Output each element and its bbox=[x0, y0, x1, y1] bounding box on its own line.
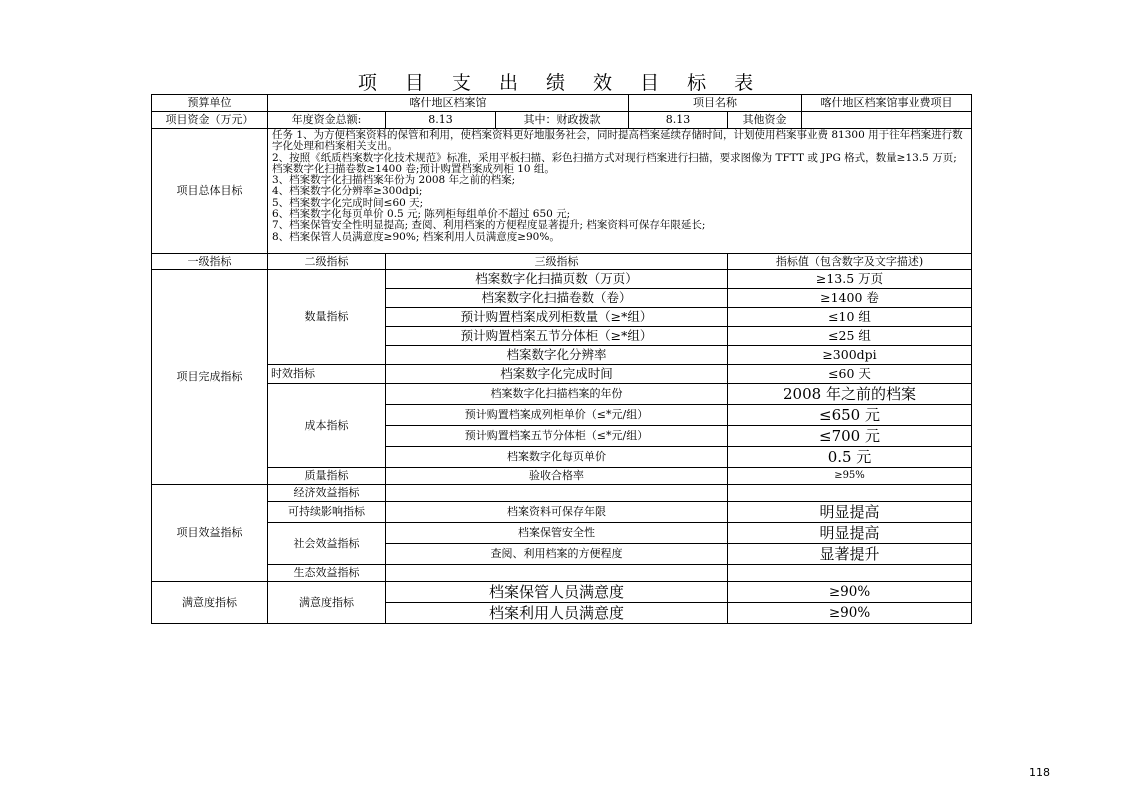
indicator-name: 预计购置档案五节分体柜（≥*组） bbox=[386, 327, 728, 346]
col-header-value: 指标值（包含数字及文字描述) bbox=[728, 254, 972, 270]
indicator-value bbox=[728, 485, 972, 502]
project-name-value: 喀什地区档案馆事业费项目 bbox=[802, 95, 972, 112]
indicator-name: 预计购置档案五节分体柜（≤*元/组） bbox=[386, 426, 728, 447]
indicator-name: 档案利用人员满意度 bbox=[386, 603, 728, 624]
indicator-value: 2008 年之前的档案 bbox=[728, 384, 972, 405]
col-header-level1: 一级指标 bbox=[152, 254, 268, 270]
goal-line: 8、档案保管人员满意度≥90%; 档案利用人员满意度≥90%。 bbox=[272, 230, 560, 243]
table-row bbox=[152, 565, 972, 582]
table-row bbox=[152, 485, 972, 502]
column-header-row bbox=[152, 254, 972, 270]
economic-benefit-label: 经济效益指标 bbox=[268, 485, 386, 502]
indicator-name: 预计购置档案成列柜数量（≥*组） bbox=[386, 308, 728, 327]
goal-line: 3、档案数字化扫描档案年份为 2008 年之前的档案; bbox=[272, 174, 516, 187]
indicator-name: 档案数字化扫描卷数（卷） bbox=[386, 289, 728, 308]
table-row bbox=[152, 502, 972, 523]
indicator-value: 明显提高 bbox=[728, 523, 972, 544]
project-name-label: 项目名称 bbox=[629, 95, 802, 112]
table-row bbox=[152, 582, 972, 603]
fiscal-label: 其中：财政拨款 bbox=[496, 112, 629, 129]
goal-line: 2、按照《纸质档案数字化技术规范》标准，采用平板扫描、彩色扫描方式对现行档案进行扫描，要求图像为 TFTT 或 JPG 格式，数量≥13.5 万页;档案数字化扫描卷数≥1400 卷;预计购置档案成列柜 10 组。 bbox=[272, 151, 957, 175]
indicator-value bbox=[728, 565, 972, 582]
indicator-name: 档案数字化每页单价 bbox=[386, 447, 728, 468]
indicator-value: ≤60 天 bbox=[728, 365, 972, 384]
sustainable-impact-label: 可持续影响指标 bbox=[268, 502, 386, 523]
col-header-level3: 三级指标 bbox=[386, 254, 728, 270]
indicator-name: 档案资料可保存年限 bbox=[386, 502, 728, 523]
table-row bbox=[152, 468, 972, 485]
indicator-value: ≥1400 卷 bbox=[728, 289, 972, 308]
goal-line: 7、档案保管安全性明显提高; 查阅、利用档案的方便程度显著提升; 档案资料可保存年限延长; bbox=[272, 219, 706, 232]
other-funds-label: 其他资金 bbox=[728, 112, 802, 129]
indicator-name bbox=[386, 485, 728, 502]
indicator-name: 档案数字化分辨率 bbox=[386, 346, 728, 365]
annual-total-value: 8.13 bbox=[386, 112, 496, 129]
other-funds-value bbox=[802, 112, 972, 129]
social-benefit-label: 社会效益指标 bbox=[268, 523, 386, 565]
table-row bbox=[152, 523, 972, 544]
goal-line: 任务 1、为方便档案资料的保管和利用，使档案资料更好地服务社会，同时提高档案延续存储时间，计划使用档案事业费 81300 用于往年档案进行数字化处理和档案相关支出。 bbox=[272, 129, 963, 153]
quantity-indicator-label: 数量指标 bbox=[268, 270, 386, 365]
indicator-name: 预计购置档案成列柜单价（≤*元/组） bbox=[386, 405, 728, 426]
satisfaction-indicator-label: 满意度指标 bbox=[152, 582, 268, 624]
quality-indicator-label: 质量指标 bbox=[268, 468, 386, 485]
ecological-benefit-label: 生态效益指标 bbox=[268, 565, 386, 582]
goal-line: 6、档案数字化每页单价 0.5 元; 陈列柜每组单价不超过 650 元; bbox=[272, 208, 571, 221]
budget-unit-value: 喀什地区档案馆 bbox=[268, 95, 629, 112]
indicator-name: 档案数字化完成时间 bbox=[386, 365, 728, 384]
performance-target-table bbox=[151, 94, 972, 624]
indicator-name: 档案保管人员满意度 bbox=[386, 582, 728, 603]
fiscal-value: 8.13 bbox=[629, 112, 728, 129]
overall-goal-text bbox=[268, 129, 972, 254]
indicator-value: ≥13.5 万页 bbox=[728, 270, 972, 289]
annual-total-label: 年度资金总额: bbox=[268, 112, 386, 129]
goal-line: 4、档案数字化分辨率≥300dpi; bbox=[272, 185, 423, 198]
indicator-value: 显著提升 bbox=[728, 544, 972, 565]
indicator-value: ≥300dpi bbox=[728, 346, 972, 365]
indicator-value: 明显提高 bbox=[728, 502, 972, 523]
table-row bbox=[152, 384, 972, 405]
indicator-name: 查阅、利用档案的方便程度 bbox=[386, 544, 728, 565]
budget-unit-label: 预算单位 bbox=[152, 95, 268, 112]
benefit-indicator-label: 项目效益指标 bbox=[152, 485, 268, 582]
indicator-name: 档案数字化扫描页数（万页） bbox=[386, 270, 728, 289]
indicator-name bbox=[386, 565, 728, 582]
overall-goal-label: 项目总体目标 bbox=[152, 129, 268, 254]
col-header-level2: 二级指标 bbox=[268, 254, 386, 270]
indicator-value: ≤10 组 bbox=[728, 308, 972, 327]
page-number: 118 bbox=[1029, 766, 1050, 779]
goal-line: 5、档案数字化完成时间≤60 天; bbox=[272, 196, 424, 209]
table-row bbox=[152, 365, 972, 384]
indicator-value: ≤650 元 bbox=[728, 405, 972, 426]
satisfaction-sub-label: 满意度指标 bbox=[268, 582, 386, 624]
funds-row bbox=[152, 112, 972, 129]
overall-goal-row bbox=[152, 129, 972, 254]
indicator-value: ≥90% bbox=[728, 603, 972, 624]
indicator-value: ≤700 元 bbox=[728, 426, 972, 447]
budget-unit-row bbox=[152, 95, 972, 112]
indicator-name: 档案数字化扫描档案的年份 bbox=[386, 384, 728, 405]
indicator-name: 验收合格率 bbox=[386, 468, 728, 485]
table-row bbox=[152, 270, 972, 289]
indicator-name: 档案保管安全性 bbox=[386, 523, 728, 544]
completion-indicator-label: 项目完成指标 bbox=[152, 270, 268, 485]
funds-label: 项目资金（万元） bbox=[152, 112, 268, 129]
cost-indicator-label: 成本指标 bbox=[268, 384, 386, 468]
page-title: 项 目 支 出 绩 效 目 标 表 bbox=[357, 72, 765, 94]
indicator-value: ≥95% bbox=[728, 468, 972, 485]
indicator-value: 0.5 元 bbox=[728, 447, 972, 468]
indicator-value: ≤25 组 bbox=[728, 327, 972, 346]
timeliness-indicator-label: 时效指标 bbox=[268, 365, 386, 384]
indicator-value: ≥90% bbox=[728, 582, 972, 603]
